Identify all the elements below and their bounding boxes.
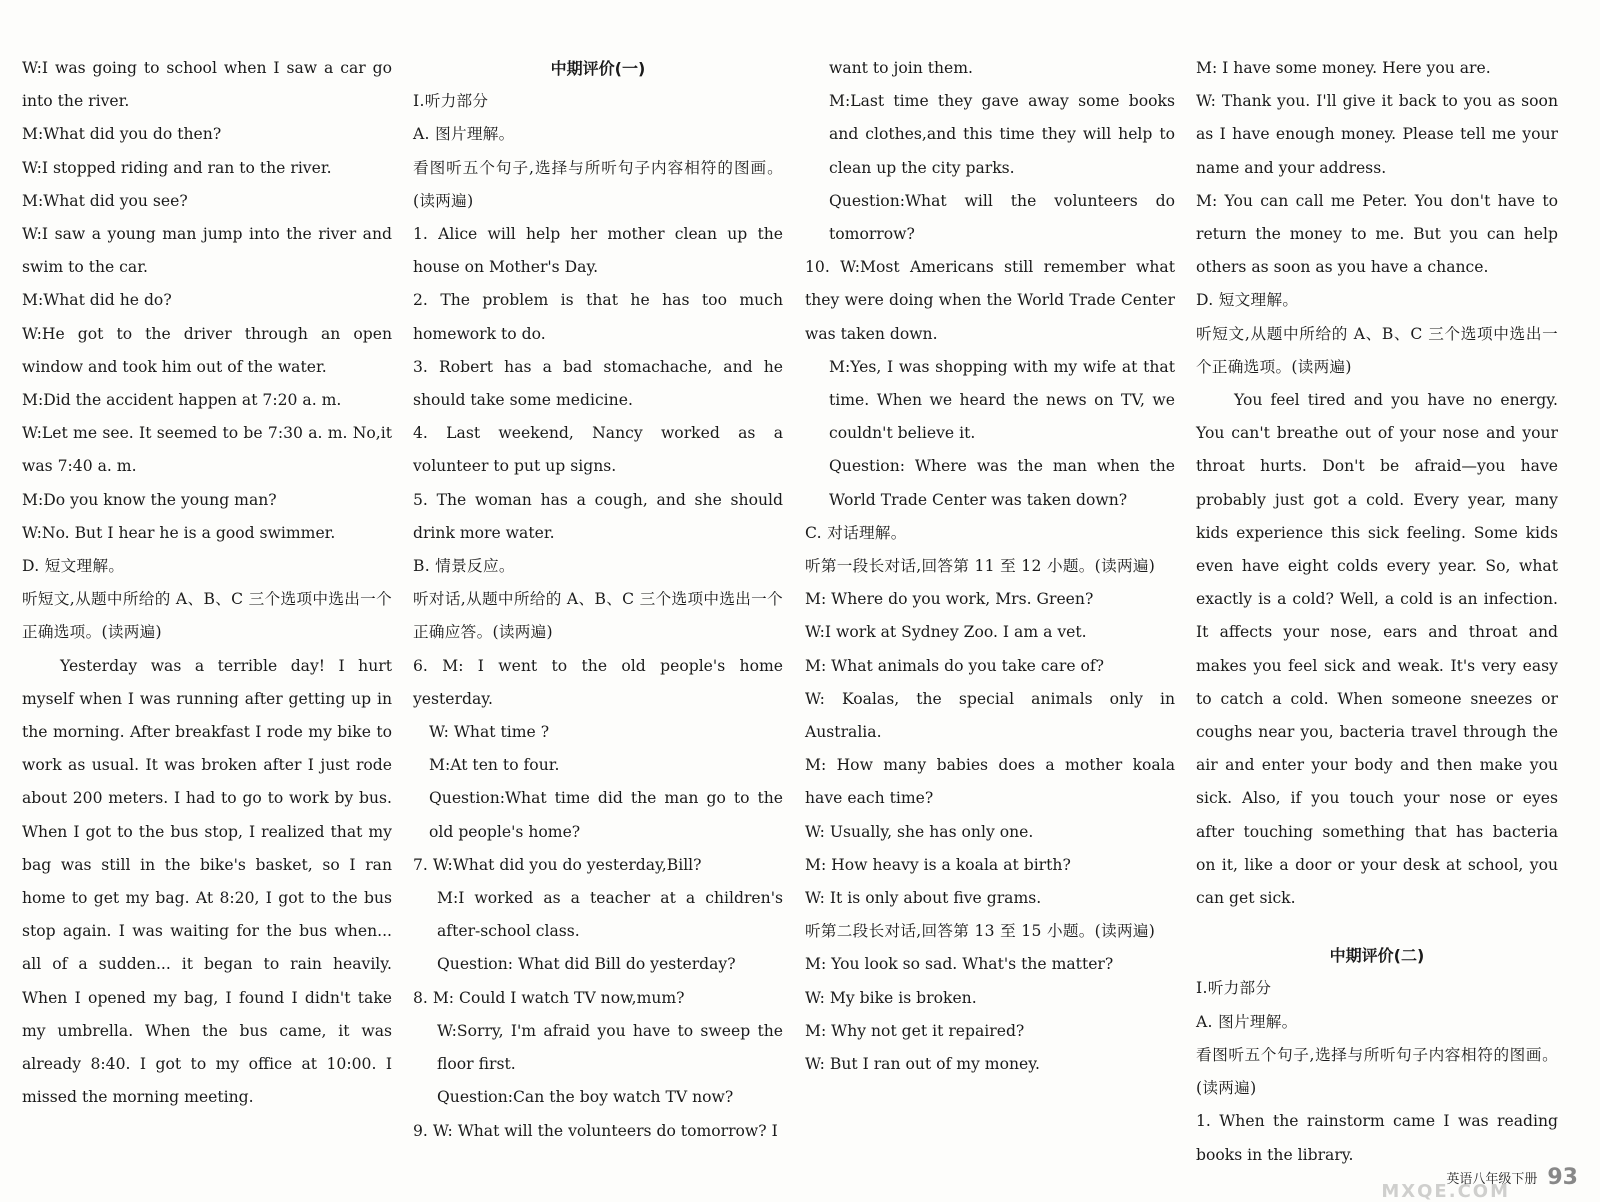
dialog-line: W: My bike is broken. bbox=[805, 988, 977, 1007]
question-item: 4. Last weekend, Nancy worked as a volunteer to put up signs. bbox=[413, 424, 783, 476]
dialog-line: M: What animals do you take care of? bbox=[805, 656, 1105, 675]
dialog-line: W:Sorry, I'm afraid you have to sweep the floor first. bbox=[437, 1021, 783, 1074]
section-heading: C. 对话理解。 bbox=[805, 523, 907, 542]
question-line: Question:What will the volunteers do tomorrow? bbox=[829, 191, 1175, 244]
dialog-line: W:I saw a young man jump into the river and swim to the car. bbox=[22, 225, 392, 277]
section-instruction: 听短文,从题中所给的 A、B、C 三个选项中选出一个正确选项。(读两遍) bbox=[22, 590, 392, 642]
dialog-line: W: What time ? bbox=[429, 723, 550, 742]
book-title: 英语八年级下册 bbox=[1446, 1172, 1538, 1187]
exam-title: 中期评价(一) bbox=[550, 59, 646, 78]
dialog-line: M:Do you know the young man? bbox=[22, 490, 277, 509]
section-instruction: 听对话,从题中所给的 A、B、C 三个选项中选出一个正确应答。(读两遍) bbox=[413, 590, 783, 642]
section-spacer bbox=[1196, 915, 1558, 939]
column-1 bbox=[22, 52, 392, 1115]
question-item: 7. W:What did you do yesterday,Bill? bbox=[413, 855, 702, 874]
dialog-line: W: Usually, she has only one. bbox=[805, 822, 1034, 841]
question-item: 3. Robert has a bad stomachache, and he should take some medicine. bbox=[413, 357, 783, 410]
dialog-line: M:What did you see? bbox=[22, 191, 188, 210]
dialog-line: W:He got to the driver through an open window and took him out of the water. bbox=[22, 324, 392, 376]
column-2 bbox=[413, 52, 783, 1148]
question-item: 6. M: I went to the old people's home yesterday. bbox=[413, 656, 783, 708]
dialog-line: M: You look so sad. What's the matter? bbox=[805, 955, 1114, 974]
dialog-line: M: I have some money. Here you are. bbox=[1196, 59, 1491, 77]
part-heading: Ⅰ.听力部分 bbox=[1196, 979, 1272, 998]
watermark: MXQE.COM bbox=[1381, 1181, 1510, 1202]
dialog-line: W:Let me see. It seemed to be 7:30 a. m. No,it was 7:40 a. m. bbox=[22, 424, 392, 476]
section-instruction: 听第二段长对话,回答第 13 至 15 小题。(读两遍) bbox=[805, 922, 1156, 941]
question-line: Question:What time did the man go to the old people's home? bbox=[429, 789, 783, 841]
dialog-line: M:Yes, I was shopping with my wife at that time. When we heard the news on TV, we couldn't believe it. bbox=[829, 357, 1175, 443]
passage: Yesterday was a terrible day! I hurt myself when I was running after getting up in the morning. After breakfast I rode my bike to work as usual. It was broken after I just rode about 200 meters. I had to go to work by bus. When I got to the bus stop, I realized that my bag was still in the bike's basket, so I ran home to get my bag. At 8:20, I got to the bus stop again. I was waiting for the bus when... all of a sudden... it began to rain heavily. When I opened my bag, I found I didn't take my umbrella. When the bus came, it was already 8:40. I got to my office at 10:00. I missed the morning meeting. bbox=[22, 656, 392, 1107]
section-heading: D. 短文理解。 bbox=[1196, 291, 1299, 310]
dialog-line: W:I was going to school when I saw a car go into the river. bbox=[22, 59, 392, 111]
section-heading: B. 情景反应。 bbox=[413, 557, 515, 576]
dialog-line: W: It is only about five grams. bbox=[805, 889, 1042, 908]
dialog-line: W:I stopped riding and ran to the river. bbox=[22, 158, 332, 177]
question-line: Question: What did Bill do yesterday? bbox=[437, 955, 736, 974]
dialog-line: M: Where do you work, Mrs. Green? bbox=[805, 590, 1094, 609]
question-item: 1. Alice will help her mother clean up the house on Mother's Day. bbox=[413, 225, 783, 277]
dialog-line: M: How heavy is a koala at birth? bbox=[805, 855, 1071, 874]
dialog-line: M:I worked as a teacher at a children's after-school class. bbox=[437, 889, 783, 941]
dialog-line: W:No. But I hear he is a good swimmer. bbox=[22, 523, 336, 542]
passage: You feel tired and you have no energy. You can't breathe out of your nose and your throat hurts. Don't be afraid—you have probably just got a cold. Every year, many kids experience this sick feeling. Some kids even have eight colds every year. So, what exactly is a cold? Well, a cold is an infection. It affects your nose, ears and throat and makes you feel sick and weak. It's very easy to catch a cold. When someone sneezes or coughs near you, bacteria travel through the air and enter your body and then make you sick. Also, if you touch your nose or eyes after touching something that has bacteria on it, like a door or your desk at school, you can get sick. bbox=[1196, 391, 1558, 908]
section-heading: A. 图片理解。 bbox=[1196, 1012, 1298, 1031]
dialog-line: want to join them. bbox=[829, 59, 974, 77]
section-instruction: 看图听五个句子,选择与所听句子内容相符的图画。(读两遍) bbox=[413, 158, 783, 210]
dialog-line: M:What did he do? bbox=[22, 291, 172, 310]
question-item: 10. W:Most Americans still remember what they were doing when the World Trade Center was taken down. bbox=[805, 258, 1175, 343]
part-heading: Ⅰ.听力部分 bbox=[413, 92, 489, 111]
section-instruction: 听第一段长对话,回答第 11 至 12 小题。(读两遍) bbox=[805, 557, 1156, 576]
section-instruction: 看图听五个句子,选择与所听句子内容相符的图画。(读两遍) bbox=[1196, 1045, 1558, 1098]
column-3 bbox=[805, 52, 1175, 1081]
dialog-line: M: You can call me Peter. You don't have to return the money to me. But you can help others as soon as you have a chance. bbox=[1196, 191, 1558, 277]
dialog-line: M:At ten to four. bbox=[429, 756, 560, 775]
dialog-line: M:What did you do then? bbox=[22, 125, 222, 144]
dialog-line: W:I work at Sydney Zoo. I am a vet. bbox=[805, 623, 1087, 642]
question-line: Question: Where was the man when the World Trade Center was taken down? bbox=[829, 457, 1175, 509]
dialog-line: W: Thank you. I'll give it back to you as soon as I have enough money. Please tell me your name and your address. bbox=[1196, 92, 1558, 177]
column-4 bbox=[1196, 52, 1558, 1172]
dialog-line: M:Last time they gave away some books and clothes,and this time they will help to clean up the city parks. bbox=[829, 92, 1175, 177]
dialog-line: M: How many babies does a mother koala have each time? bbox=[805, 756, 1175, 808]
dialog-line: W: Koalas, the special animals only in Australia. bbox=[805, 689, 1175, 742]
question-item: 1. When the rainstorm came I was reading books in the library. bbox=[1196, 1112, 1558, 1164]
question-item: 5. The woman has a cough, and she should drink more water. bbox=[413, 490, 783, 542]
dialog-line: M:Did the accident happen at 7:20 a. m. bbox=[22, 391, 342, 410]
question-item: 2. The problem is that he has too much homework to do. bbox=[413, 291, 783, 343]
section-instruction: 听短文,从题中所给的 A、B、C 三个选项中选出一个正确选项。(读两遍) bbox=[1196, 324, 1558, 376]
question-item: 9. W: What will the volunteers do tomorrow? I bbox=[413, 1121, 778, 1140]
page-number: 93 bbox=[1547, 1165, 1578, 1190]
dialog-line: M: Why not get it repaired? bbox=[805, 1021, 1025, 1040]
section-heading: A. 图片理解。 bbox=[413, 125, 515, 144]
dialog-line: W: But I ran out of my money. bbox=[805, 1055, 1040, 1074]
exam-title: 中期评价(二) bbox=[1329, 946, 1425, 966]
question-line: Question:Can the boy watch TV now? bbox=[437, 1088, 734, 1107]
section-heading: D. 短文理解。 bbox=[22, 557, 125, 576]
question-item: 8. M: Could I watch TV now,mum? bbox=[413, 988, 685, 1007]
